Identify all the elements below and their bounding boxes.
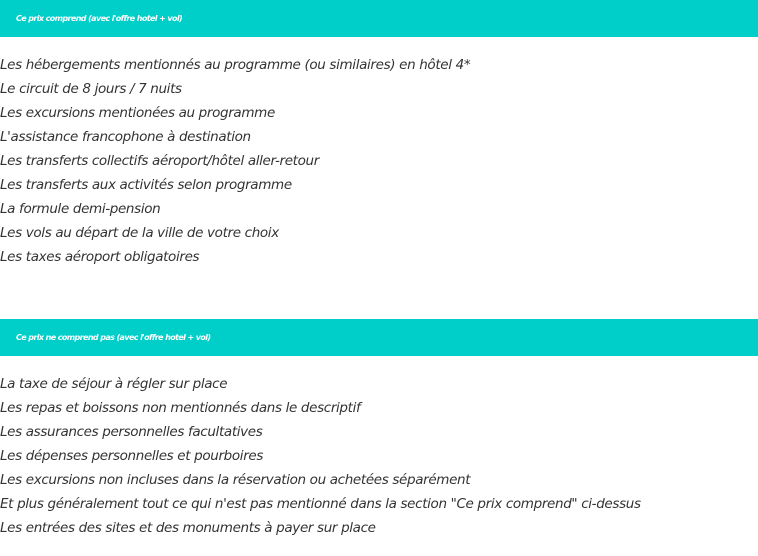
included-item: Le circuit de 8 jours / 7 nuits (0, 81, 182, 97)
excluded-item: Les entrées des sites et des monuments à payer sur place (0, 520, 376, 536)
excluded-item: Et plus généralement tout ce qui n'est pas mentionné dans la section "Ce prix comprend" ci-dessus (0, 496, 641, 512)
excluded-item: Les dépenses personnelles et pourboires (0, 448, 264, 464)
excluded-item: Les assurances personnelles facultatives (0, 424, 263, 440)
excluded-section-title: Ce prix ne comprend pas (avec l'offre hotel + vol) (0, 319, 758, 356)
included-item: Les vols au départ de la ville de votre choix (0, 225, 279, 241)
included-item: Les taxes aéroport obligatoires (0, 249, 200, 265)
included-item: Les excursions mentionées au programme (0, 105, 275, 121)
included-item: Les transferts aux activités selon programme (0, 177, 292, 193)
included-section-title: Ce prix comprend (avec l'offre hotel + vol) (0, 0, 758, 37)
excluded-item: Les excursions non incluses dans la réservation ou achetées séparément (0, 472, 471, 488)
excluded-item: La taxe de séjour à régler sur place (0, 376, 228, 392)
excluded-item: Les repas et boissons non mentionnés dans le descriptif (0, 400, 361, 416)
included-item: L'assistance francophone à destination (0, 129, 251, 145)
included-items-list (0, 53, 470, 269)
excluded-items-list (0, 372, 641, 540)
included-item: Les transferts collectifs aéroport/hôtel aller-retour (0, 153, 319, 169)
included-item: Les hébergements mentionnés au programme (ou similaires) en hôtel 4* (0, 57, 471, 73)
included-item: La formule demi-pension (0, 201, 161, 217)
